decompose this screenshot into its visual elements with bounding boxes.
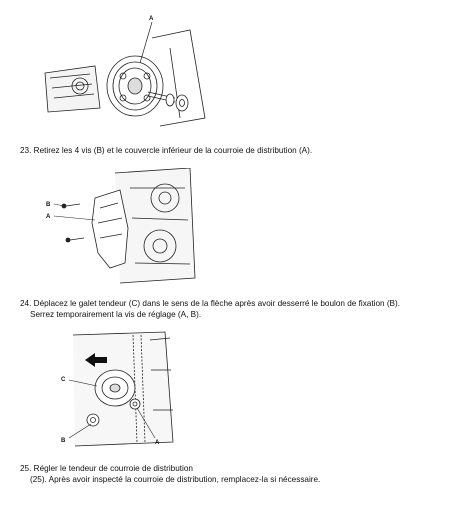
figure-tensioner: [55, 330, 185, 448]
label-a: A: [149, 16, 154, 22]
label-a: A: [46, 214, 51, 220]
step-23: [20, 145, 312, 156]
label-a: A: [155, 440, 160, 446]
label-b: B: [61, 438, 66, 444]
step-25-text: 25. Régler le tendeur de courroie de distribution: [20, 464, 193, 473]
step-24-text: 24. Déplacez le galet tendeur (C) dans le sens de la flèche après avoir desserré le boulon de fixation (B).: [20, 299, 401, 308]
step-25: [20, 463, 320, 485]
step-24-subtext: Serrez temporairement la vis de réglage (A, B).: [30, 310, 202, 319]
figure-timing-belt-cover: [40, 168, 200, 286]
figure-crankshaft-pulley: [40, 8, 210, 128]
label-c: C: [61, 377, 66, 383]
step-25-subtext: (25). Après avoir inspecté la courroie de distribution, remplacez-la si nécessaire.: [30, 475, 321, 484]
step-23-text: 23. Retirez les 4 vis (B) et le couvercle inférieur de la courroie de distribution (A).: [20, 146, 313, 155]
label-b: B: [46, 202, 51, 208]
step-24: [20, 298, 400, 320]
